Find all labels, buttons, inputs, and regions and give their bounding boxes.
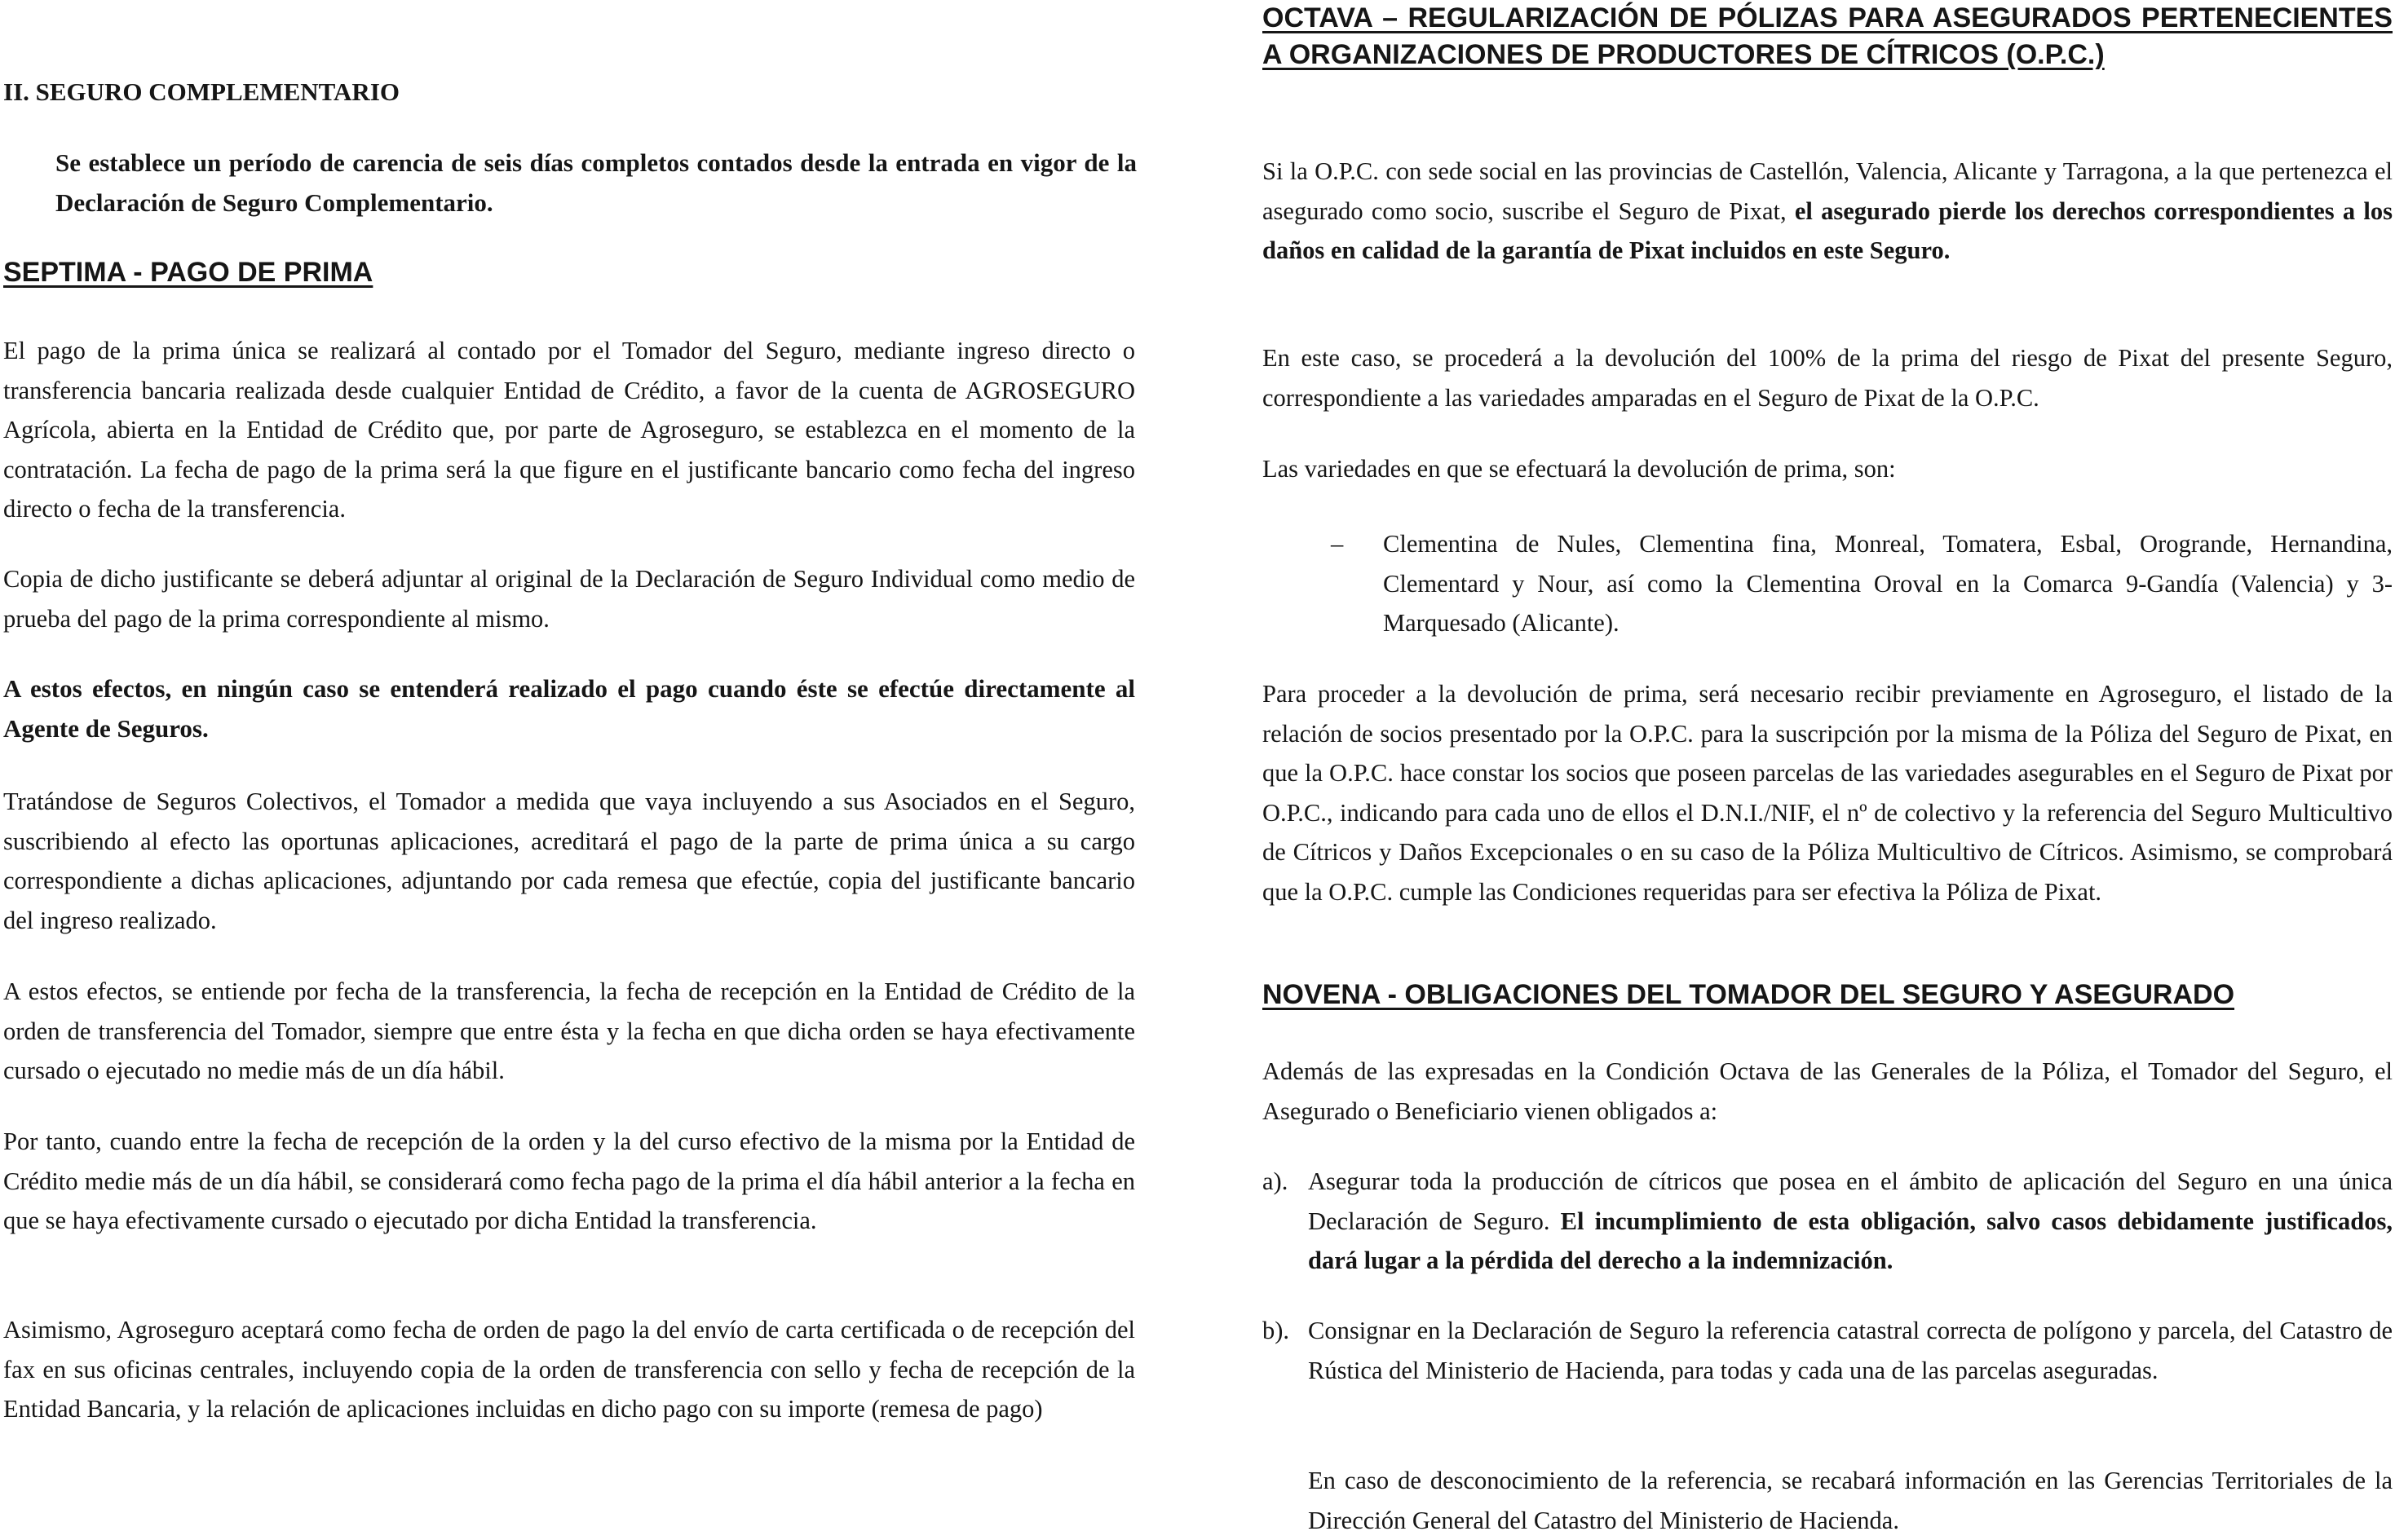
septima-paragraph-6: Por tanto, cuando entre la fecha de recepción de la orden y la del curso efectivo de la misma por la Entidad de Crédito medie más de un día hábil, se considerará como fecha pago de la prima el día hábil anterior a la fecha en que se haya efectivamente cursado o ejecutado por dicha Entidad la transferencia. xyxy=(3,1127,1135,1234)
septima-paragraph-5: A estos efectos, se entiende por fecha de la transferencia, la fecha de recepción en la Entidad de Crédito de la orden de transferencia del Tomador, siempre que entre ésta y la fecha en que dicha orden se haya efectivamente cursado o ejecutado no medie más de un día hábil. xyxy=(3,977,1135,1084)
octava-paragraph-2: En este caso, se procederá a la devolución del 100% de la prima del riesgo de Pixat del presente Seguro, correspondiente a las variedades amparadas en el Seguro de Pixat de la O.P.C. xyxy=(1262,344,2393,412)
septima-paragraph-4: Tratándose de Seguros Colectivos, el Tomador a medida que vaya incluyendo a sus Asociados en el Seguro, suscribiendo al efecto las oportunas aplicaciones, acreditará el pago de la parte de prima única a su cargo correspondiente a dichas aplicaciones, adjuntando por cada remesa que efectúe, copia del justificante bancario del ingreso realizado. xyxy=(3,788,1135,934)
septima-paragraph-3-bold: A estos efectos, en ningún caso se entenderá realizado el pago cuando éste se efectúe directamente al Agente de Seguros. xyxy=(3,674,1135,743)
variedades-list-text: Clementina de Nules, Clementina fina, Monreal, Tomatera, Esbal, Orogrande, Hernandina, Clementard y Nour, así como la Clementina Oroval en la Comarca 9-Gandía (Valencia) y 3-Marquesado (Alicante). xyxy=(1383,530,2393,637)
septima-paragraph-2: Copia de dicho justificante se deberá adjuntar al original de la Declaración de Seguro Individual como medio de prueba del pago de la prima correspondiente al mismo. xyxy=(3,565,1135,633)
obligation-a-bold: El incumplimiento de esta obligación, salvo casos debidamente justificados, dará lugar a la pérdida del derecho a la indemnización. xyxy=(1308,1207,2393,1274)
octava-paragraph-1-bold: el asegurado pierde los derechos correspondientes a los daños en calidad de la garantía de Pixat incluidos en este Seguro. xyxy=(1262,196,2393,264)
obligation-b-extra: En caso de desconocimiento de la referencia, se recabará información en las Gerencias Territoriales de la Dirección General del Catastro del Ministerio de Hacienda. xyxy=(1308,1467,2393,1534)
obligation-a-text xyxy=(1308,1162,2393,1281)
obligation-a-marker: a). xyxy=(1262,1167,1288,1195)
octava-heading: OCTAVA – REGULARIZACIÓN DE PÓLIZAS PARA ASEGURADOS PERTENECIENTES A ORGANIZACIONES DE PRODUCTORES DE CÍTRICOS (O.P.C.) xyxy=(1262,2,2393,70)
octava-paragraph-1-text: Si la O.P.C. con sede social en las provincias de Castellón, Valencia, Alicante y Tarragona, a la que pertenezca el asegurado como socio, suscribe el Seguro de Pixat, xyxy=(1262,157,2393,225)
octava-paragraph-5: Para proceder a la devolución de prima, será necesario recibir previamente en Agroseguro, el listado de la relación de socios presentado por la O.P.C. para la suscripción por la misma de la Póliza del Seguro de Pixat, en que la O.P.C. hace constar los socios que poseen parcelas de las variedades asegurables en el Seguro de Pixat por O.P.C., indicando para cada uno de ellos el D.N.I./NIF, el nº de colectivo y la referencia del Seguro Multicultivo de Cítricos y Daños Excepcionales o en su caso de la Póliza Multicultivo de Cítricos. Asimismo, se comprobará que la O.P.C. cumple las Condiciones requeridas para ser efectiva la Póliza de Pixat. xyxy=(1262,680,2393,906)
obligation-b-text: Consignar en la Declaración de Seguro la referencia catastral correcta de polígono y parcela, del Catastro de Rústica del Ministerio de Hacienda, para todas y cada una de las parcelas aseguradas. xyxy=(1308,1317,2393,1384)
list-dash: – xyxy=(1331,530,1344,558)
septima-paragraph-1: El pago de la prima única se realizará al contado por el Tomador del Seguro, mediante ingreso directo o transferencia bancaria realizada desde cualquier Entidad de Crédito, a favor de la cuenta de AGROSEGURO Agrícola, abierta en la Entidad de Crédito que, por parte de Agroseguro, se establezca en el momento de la contratación. La fecha de pago de la prima será la que figure en el justificante bancario como fecha del ingreso directo o fecha de la transferencia. xyxy=(3,337,1135,523)
obligation-b-marker: b). xyxy=(1262,1317,1290,1344)
octava-paragraph-1 xyxy=(1262,152,2393,271)
obligation-a xyxy=(1262,1162,2393,1281)
novena-paragraph-1: Además de las expresadas en la Condición Octava de las Generales de la Póliza, el Tomador del Seguro, el Asegurado o Beneficiario vienen obligados a: xyxy=(1262,1057,2393,1125)
octava-paragraph-3: Las variedades en que se efectuará la devolución de prima, son: xyxy=(1262,455,1896,483)
septima-heading: SEPTIMA - PAGO DE PRIMA xyxy=(3,257,373,288)
carencia-paragraph: Se establece un período de carencia de seis días completos contados desde la entrada en vigor de la Declaración de Seguro Complementario. xyxy=(55,148,1137,217)
section-title-seguro-complementario: II. SEGURO COMPLEMENTARIO xyxy=(3,77,400,106)
obligation-a-normal: Asegurar toda la producción de cítricos que posea en el ámbito de aplicación del Seguro en una única Declaración de Seguro. xyxy=(1308,1167,2393,1235)
septima-paragraph-7: Asimismo, Agroseguro aceptará como fecha de orden de pago la del envío de carta certificada o de recepción del fax en sus oficinas centrales, incluyendo copia de la orden de transferencia con sello y fecha de recepción de la Entidad Bancaria, y la relación de aplicaciones incluidas en dicho pago con su importe (remesa de pago) xyxy=(3,1316,1135,1423)
obligation-b xyxy=(1262,1311,2393,1390)
variedades-list-item xyxy=(1331,524,2393,643)
novena-heading: NOVENA - OBLIGACIONES DEL TOMADOR DEL SEGURO Y ASEGURADO xyxy=(1262,979,2235,1010)
